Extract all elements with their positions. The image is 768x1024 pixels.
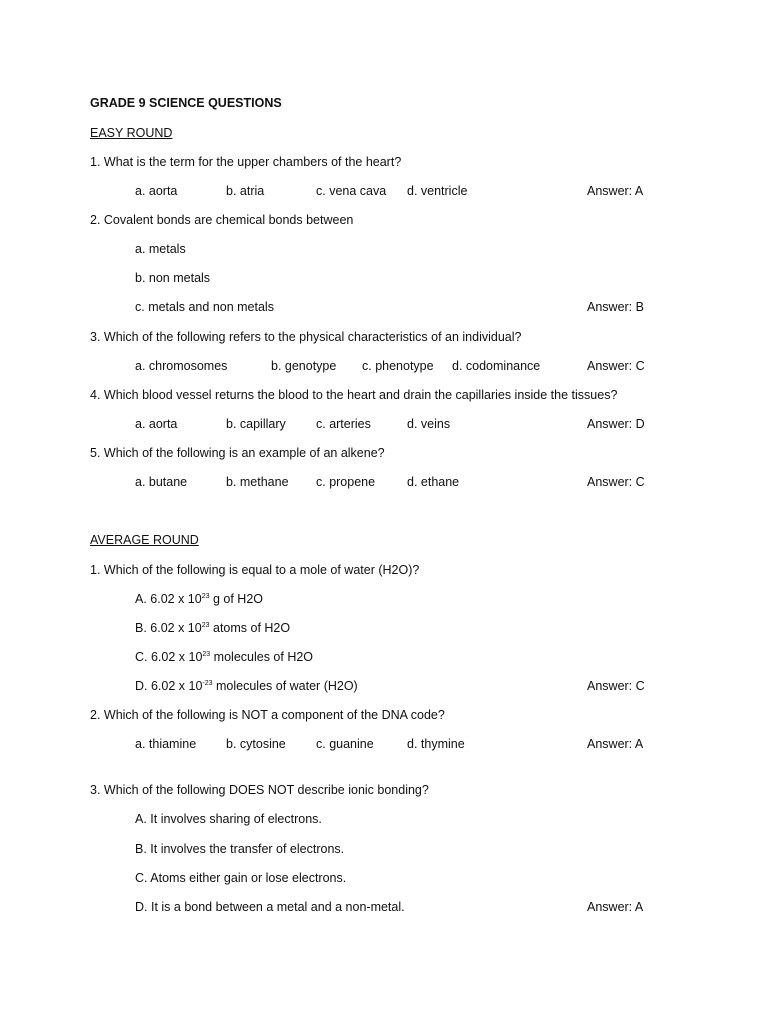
- average-q1-question: 1. Which of the following is equal to a mole of water (H2O)?: [90, 563, 420, 577]
- easy-q1-option-a: a. aorta: [135, 184, 178, 198]
- easy-q3-option-a: a. chromosomes: [135, 359, 228, 373]
- average-q1-option-d: [135, 678, 358, 694]
- easy-q2-option-c: c. metals and non metals: [135, 300, 274, 314]
- option-a-exponent: 23: [201, 593, 210, 600]
- easy-q4-answer: Answer: D: [587, 417, 645, 431]
- option-d-unit: molecules of water (H2O): [212, 679, 358, 693]
- average-q3-answer: Answer: A: [587, 900, 644, 914]
- option-c-base: C. 6.02 x 10: [135, 650, 203, 664]
- average-q3-option-b: B. It involves the transfer of electrons.: [135, 842, 345, 856]
- easy-q4-option-b: b. capillary: [226, 417, 286, 431]
- average-q1-option-a: [135, 591, 263, 607]
- easy-q4-option-a: a. aorta: [135, 417, 178, 431]
- easy-q1-option-c: c. vena cava: [316, 184, 387, 198]
- easy-q2-question: 2. Covalent bonds are chemical bonds between: [90, 213, 354, 227]
- average-q2-answer: Answer: A: [587, 737, 644, 751]
- easy-q3-question: 3. Which of the following refers to the physical characteristics of an individual?: [90, 330, 522, 344]
- option-c-exponent: 23: [202, 651, 211, 658]
- easy-q3-option-b: b. genotype: [271, 359, 337, 373]
- average-q1-option-c: [135, 649, 313, 665]
- option-c-unit: molecules of H2O: [210, 650, 314, 664]
- average-q3-option-d: D. It is a bond between a metal and a non-metal.: [135, 900, 405, 914]
- average-q2-option-d: d. thymine: [407, 737, 465, 751]
- easy-q4-option-c: c. arteries: [316, 417, 371, 431]
- easy-q5-answer: Answer: C: [587, 475, 645, 489]
- easy-q5-option-b: b. methane: [226, 475, 289, 489]
- easy-q2-option-b: b. non metals: [135, 271, 211, 285]
- option-b-unit: atoms of H2O: [209, 621, 291, 635]
- easy-q2-option-a: a. metals: [135, 242, 186, 256]
- easy-q5-option-a: a. butane: [135, 475, 188, 489]
- average-q2-option-c: c. guanine: [316, 737, 374, 751]
- easy-q3-option-d: d. codominance: [452, 359, 541, 373]
- option-a-unit: g of H2O: [209, 592, 264, 606]
- easy-q1-option-b: b. atria: [226, 184, 265, 198]
- easy-round-heading: EASY ROUND: [90, 126, 173, 140]
- option-a-base: A. 6.02 x 10: [135, 592, 202, 606]
- easy-q4-option-d: d. veins: [407, 417, 451, 431]
- easy-q5-option-c: c. propene: [316, 475, 376, 489]
- option-b-exponent: 23: [201, 622, 210, 629]
- easy-q3-answer: Answer: C: [587, 359, 645, 373]
- easy-q2-answer: Answer: B: [587, 300, 644, 314]
- average-q3-question: 3. Which of the following DOES NOT describe ionic bonding?: [90, 783, 429, 797]
- average-q1-answer: Answer: C: [587, 679, 645, 693]
- easy-q4-question: 4. Which blood vessel returns the blood to the heart and drain the capillaries inside the tissues?: [90, 388, 618, 402]
- average-q1-option-b: [135, 620, 290, 636]
- easy-q5-option-d: d. ethane: [407, 475, 460, 489]
- easy-q1-option-d: d. ventricle: [407, 184, 468, 198]
- average-q2-question: 2. Which of the following is NOT a component of the DNA code?: [90, 708, 445, 722]
- average-round-heading: AVERAGE ROUND: [90, 533, 199, 547]
- average-q2-option-a: a. thiamine: [135, 737, 197, 751]
- easy-q5-question: 5. Which of the following is an example of an alkene?: [90, 446, 385, 460]
- easy-q3-option-c: c. phenotype: [362, 359, 434, 373]
- easy-q1-answer: Answer: A: [587, 184, 644, 198]
- option-d-exponent: -23: [202, 680, 213, 687]
- average-q2-option-b: b. cytosine: [226, 737, 286, 751]
- average-q3-option-a: A. It involves sharing of electrons.: [135, 812, 322, 826]
- average-q3-option-c: C. Atoms either gain or lose electrons.: [135, 871, 347, 885]
- option-b-base: B. 6.02 x 10: [135, 621, 202, 635]
- document-title: GRADE 9 SCIENCE QUESTIONS: [90, 96, 282, 110]
- option-d-base: D. 6.02 x 10: [135, 679, 203, 693]
- easy-q1-question: 1. What is the term for the upper chambers of the heart?: [90, 155, 402, 169]
